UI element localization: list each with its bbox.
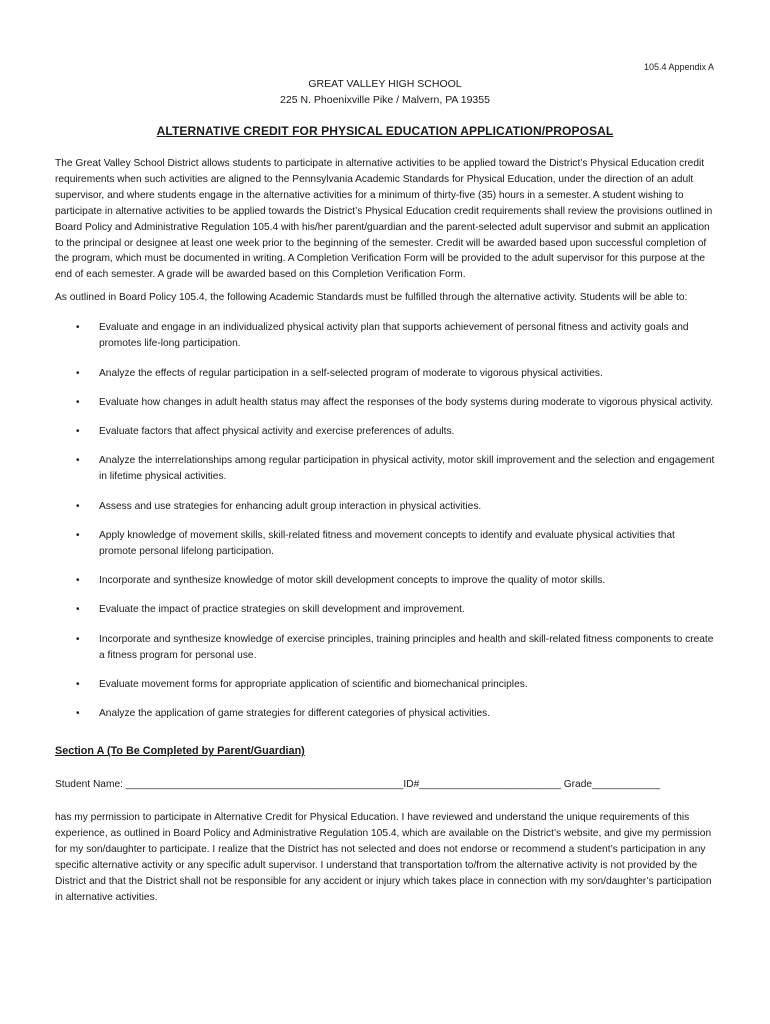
list-item-text: Evaluate movement forms for appropriate application of scientific and biomechanical principles. (99, 679, 528, 690)
student-info-field-line[interactable]: Student Name: _________________________________________________ID#_________________________ Grade____________ (55, 779, 661, 791)
bullet-icon: • (76, 367, 80, 379)
list-item (55, 453, 715, 485)
bullet-icon: • (76, 396, 80, 408)
list-item (55, 366, 715, 382)
list-item-text: Analyze the interrelationships among regular participation in physical activity, motor skill improvement and the selection and engagement in lifetime physical activities. (99, 455, 715, 483)
list-item (55, 573, 715, 589)
list-item-text: Analyze the application of game strategies for different categories of physical activities. (99, 708, 491, 720)
bullet-icon: • (76, 529, 80, 541)
intro-paragraph: The Great Valley School District allows students to participate in alternative activities to be applied toward the District’s Physical Education credit requirements when such activities are aligned to the Pennsylvania Academic Standards for Physical Education, under the direction of an adult supervisor, and where students engage in the alternative activities for a minimum of thirty-five (35) hours in a semester. A student wishing to participate in alternative activities to be applied towards the District’s Physical Education credit requirements shall review the provisions outlined in Board Policy and Administrative Regulation 105.4 with his/her parent/guardian and the parent-selected adult supervisor and submit an application to the principal or designee at least one week prior to the beginning of the semester. Credit will be awarded based upon successful completion of the program, which must be documented in writing. A Completion Verification Form will be provided to the adult supervisor for this purpose at the end of each semester. A grade will be awarded based on this Completion Verification Form. (55, 158, 713, 281)
permission-statement: has my permission to participate in Alternative Credit for Physical Education. I have reviewed and understand the unique requirements of this experience, as outlined in Board Policy and Administrative Regulation 105.4, which are available on the District’s website, and give my permission for my son/daughter to participate. I realize that the District has not selected and does not endorse or recommend a student’s participation in any specific alternative activity or any specific adult supervisor. I understand that transportation to/from the alternative activity is not provided by the District and that the District shall not be responsible for any accident or injury which takes place in connection with my son/daughter’s participation in alternative activities. (55, 812, 712, 903)
bullet-icon: • (76, 633, 80, 645)
list-item (55, 528, 715, 560)
list-item-text: Incorporate and synthesize knowledge of exercise principles, training principles and health and skill-related fitness components to create a fitness program for personal use. (99, 633, 714, 661)
list-item-text: Analyze the effects of regular participation in a self-selected program of moderate to vigorous physical activities. (99, 367, 603, 379)
school-header (0, 76, 770, 108)
list-item-text: Evaluate how changes in adult health status may affect the responses of the body systems during moderate to vigorous physical activity. (99, 396, 714, 408)
school-name: GREAT VALLEY HIGH SCHOOL (308, 78, 462, 90)
list-item-text: Evaluate and engage in an individualized physical activity plan that supports achievement of personal fitness and activity goals and promotes life-long participation. (99, 322, 689, 350)
list-item (55, 499, 715, 515)
standards-list (55, 320, 715, 722)
document-title: ALTERNATIVE CREDIT FOR PHYSICAL EDUCATION APPLICATION/PROPOSAL (156, 124, 614, 138)
document-body (55, 156, 715, 906)
list-item (55, 602, 715, 618)
list-item-text: Apply knowledge of movement skills, skill-related fitness and movement concepts to identify and evaluate physical activities that promote personal lifelong participation. (99, 529, 675, 557)
appendix-label: 105.4 Appendix A (643, 62, 714, 72)
bullet-icon: • (76, 708, 80, 720)
list-item-text: Evaluate the impact of practice strategies on skill development and improvement. (99, 604, 465, 616)
list-item (55, 424, 715, 440)
section-a-heading: Section A (To Be Completed by Parent/Guardian) (55, 745, 305, 758)
list-item-text: Assess and use strategies for enhancing adult group interaction in physical activities. (99, 500, 482, 512)
bullet-icon: • (76, 679, 80, 690)
bullet-icon: • (76, 455, 80, 467)
list-item (55, 706, 715, 722)
bullet-icon: • (76, 425, 80, 437)
list-item (55, 395, 715, 411)
list-item-text: Incorporate and synthesize knowledge of motor skill development concepts to improve the quality of motor skills. (99, 575, 606, 587)
list-item (55, 320, 715, 352)
bullet-icon: • (76, 322, 80, 334)
list-item-text: Evaluate factors that affect physical activity and exercise preferences of adults. (99, 425, 455, 437)
list-item (55, 677, 715, 693)
bullet-icon: • (76, 575, 80, 587)
school-address: 225 N. Phoenixville Pike / Malvern, PA 19355 (280, 94, 490, 106)
bullet-icon: • (76, 604, 80, 616)
standards-intro: As outlined in Board Policy 105.4, the following Academic Standards must be fulfilled through the alternative activity. Students will be able to: (55, 292, 688, 304)
list-item (55, 632, 715, 664)
bullet-icon: • (76, 500, 80, 512)
